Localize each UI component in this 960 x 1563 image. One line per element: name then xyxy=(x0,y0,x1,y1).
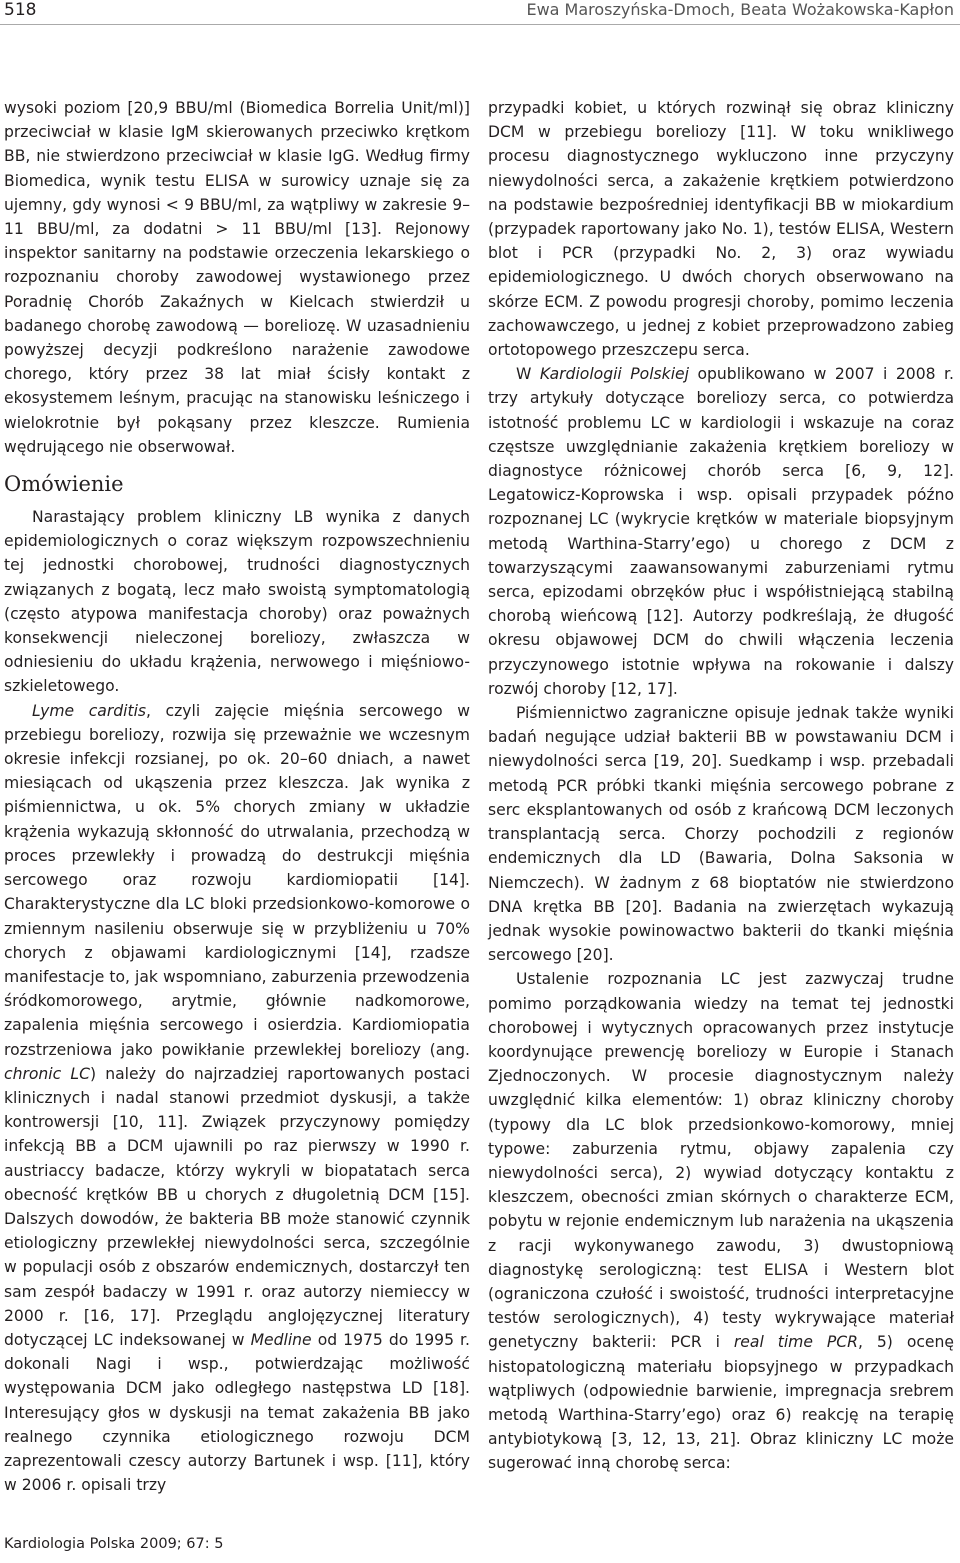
paragraph-text: od 1975 do 1995 r. dokonali Nagi i wsp., potwierdzając możliwość występowania DCM jako odległego następstwa LD [18]. Interesujący głos w dyskusji na temat zakażenia BB jako realnego czynnika etiologicznego rozwoju DCM zaprezentowali czescy autorzy Bartunek i wsp. [11], który w 2006 r. opisali trzy xyxy=(4,1330,470,1495)
paragraph-text: , 5) ocenę histopatologiczną materiału biopsyjnego w przypadkach wątpliwych (odpowiednie barwienie, impregnacja srebrem metodą Warthina-Starry’ego) oraz 6) reakcję na terapię antybiotykową [3, 12, 13, 21]. Obraz kliniczny LC może sugerować inną chorobę serca: xyxy=(488,1333,954,1473)
italic-term-chronic-lc: chronic LC xyxy=(4,1064,90,1083)
page-number: 518 xyxy=(4,0,37,20)
paragraph-diagnosis xyxy=(488,967,954,1475)
paragraph-text: W xyxy=(516,365,532,384)
left-column xyxy=(4,96,470,1497)
paragraph-discussion-intro: Narastający problem kliniczny LB wynika z danych epidemiologicznych o coraz większym rozpowszechnieniu tej jednostki chorobowej, trudności diagnostycznych związanych z bogatą, lecz mało swoistą symptomatologią (często atypowa manifestacja choroby) oraz poważnych konsekwencji nieleczonej boreliozy, zwłaszcza w odniesieniu do układu krążenia, nerwowego i mięśniowo-szkieletowego. xyxy=(4,508,470,696)
paragraph-text: Ustalenie rozpoznania LC jest zazwyczaj trudne pomimo porządkowania wiedzy na temat tej jednostki chorobowej i wytycznych opracowanych przez instytucje koordynujące prewencję boreliozy w Europie i Stanach Zjednoczonych. W procesie diagnostycznym należy uwzględnić kilka elementów: 1) obraz kliniczny choroby (typowy dla LC blok przedsionkowo-komorowy, mniej typowe: zaburzenia rytmu, objawy zapalenia czy niewydolności serca), 2) wywiad dotyczący kontaktu z kleszczem, obecności zmian skórnych o charakterze ECM, pobytu w rejonie endemicznym lub narażenia na ukąszenia z racji wykonywanego zawodu, 3) dwustopniową diagnostykę serologiczną: test ELISA i Western blot (ograniczona czułość i swoistość, trudności interpretacyjne testów serologicznych), 4) testy wykrywające materiał genetyczny bakterii: PCR i xyxy=(488,970,954,1352)
italic-term-lyme-carditis: Lyme carditis xyxy=(32,701,147,720)
right-column xyxy=(488,96,954,1476)
paragraph-czech-cases: przypadki kobiet, u których rozwinął się obraz kliniczny DCM w przebiegu boreliozy [11]. W toku wnikliwego procesu diagnostycznego wykluczono inne przyczyny niewydolności serca, a zakażenie krętkiem potwierdzono na podstawie bezpośredniej identyfikacji BB w miokardium (przypadek raportowany jako No. 1), testów ELISA, Western blot i PCR (przypadki No. 2, 3) oraz wywiadu epidemiologicznego. U dwóch chorych obserwowano na skórze ECM. Z powodu progresji choroby, pomimo leczenia zachowawczego, u jednej z kobiet przeprowadzono zabieg ortotopowego przeszczepu serca. xyxy=(488,99,954,360)
paragraph-text: opublikowano w 2007 i 2008 r. trzy artykuły dotyczące boreliozy serca, co potwierdza istotność problemu LC w kardiologii i wskazuje na coraz częstsze uwzględnianie zakażenia krętkiem boreliozy w diagnostyce różnicowej chorób serca [6, 9, 12]. Legatowicz-Koprowska i wsp. opisali przypadek późno rozpoznanej LC (wykrycie krętków w materiale biopsyjnym metodą Warthina-Starry’ego) u chorego z DCM z towarzyszącymi zaawansowanymi zaburzeniami rytmu serca, epizodami obrzęków płuc i współistniejącą stabilną chorobą wieńcową [12]. Autorzy podkreślają, że długość okresu objawowej DCM do chwili włączenia leczenia przyczynowego istotnie wpływa na rokowanie i dalszy rozwój choroby [12, 17]. xyxy=(488,365,954,698)
section-heading-omowienie: Omówienie xyxy=(4,472,124,497)
paragraph-kardiologia-polska xyxy=(488,362,954,701)
italic-term-real-time-pcr: real time PCR xyxy=(733,1333,858,1352)
paragraph-case-continuation: wysoki poziom [20,9 BBU/ml (Biomedica Borrelia Unit/ml)] przeciwciał w klasie IgM skierowanych przeciwko krętkom BB, nie stwierdzono przeciwciał w klasie IgG. Według firmy Biomedica, wynik testu ELISA w surowicy uznaje się za ujemny, gdy wynosi < 9 BBU/ml, za wątpliwy w zakresie 9–11 BBU/ml, za dodatni > 11 BBU/ml [13]. Rejonowy inspektor sanitarny na podstawie orzeczenia lekarskiego o rozpoznaniu choroby zawodowej wystawionego przez Poradnię Chorób Zakaźnych w Kielcach stwierdził u badanego chorobę zawodową — boreliozę. W uzasadnieniu powyższej decyzji podkreślono narażenie zawodowe chorego, który przez 38 lat miał ścisły kontakt z ekosystemem leśnym, pracując na stanowisku leśniczego i wielokrotnie był pokąsany przez kleszcze. Rumienia wędrującego nie obserwował. xyxy=(4,99,470,456)
paragraph-text: ) należy do najrzadziej raportowanych postaci klinicznych i nadal stanowi przedmiot dyskusji, a także kontrowersji [10, 11]. Związek przyczynowy pomiędzy infekcją BB a DCM ujawnili po raz pierwszy w 1990 r. austriaccy badacze, którzy wykryli w biopatatach serca obecność krętków BB u chorych z długoletnią DCM [15]. Dalszych dowodów, że bakteria BB może stanowić czynnik etiologiczny przewlekłej niewydolności serca, szczególnie w populacji osób z obszarów endemicznych, dostarczył ten sam zespół badaczy w 1991 r. oraz autorzy niemieccy w 2000 r. [16, 17]. Przeglądu anglojęzycznej literatury dotyczącej LC indeksowanej w xyxy=(4,1064,470,1349)
italic-journal-title: Kardiologii Polskiej xyxy=(539,365,689,384)
paragraph-lyme-carditis xyxy=(4,699,470,1498)
paragraph-text: , czyli zajęcie mięśnia sercowego w przebiegu boreliozy, rozwija się przeważnie we wczesnym okresie infekcji rozsianej, po ok. 20–60 dniach, a nawet miesiącach od ukąszenia przez kleszcza. Jak wynika z piśmiennictwa, u ok. 5% chorych zmiany w układzie krążenia wykazują skłonność do utrwalania, przechodzą w proces przewlekły i prowadzą do destrukcji mięśnia sercowego oraz rozwoju kardiomiopatii [14]. Charakterystyczne dla LC bloki przedsionkowo-komorowe o zmiennym nasileniu obserwuje się w przybliżeniu u 70% chorych z objawami kardiologicznymi [14], rzadsze manifestacje to, jak wspomniano, zaburzenia przewodzenia śródkomorowego, arytmie, głównie nadkomorowe, zapalenia mięśnia sercowego i osierdzia. Kardiomiopatia rozstrzeniowa jako powikłanie przewlekłej boreliozy (ang. xyxy=(4,701,471,1059)
journal-footer: Kardiologia Polska 2009; 67: 5 xyxy=(4,1536,224,1552)
header-divider xyxy=(0,24,960,25)
italic-term-medline: Medline xyxy=(250,1330,312,1349)
running-header-authors: Ewa Maroszyńska-Dmoch, Beata Wożakowska-Kapłon xyxy=(526,0,954,19)
paragraph-foreign-literature: Piśmiennictwo zagraniczne opisuje jednak także wyniki badań negujące udział bakterii BB w powstawaniu DCM i niewydolności serca [19, 20]. Suedkamp i wsp. przebadali metodą PCR próbki tkanki mięśnia sercowego pobrane z serc eksplantowanych od osób z krańcową DCM leczonych transplantacją serca. Chorzy pochodzili z regionów endemicznych dla LD (Bawaria, Dolna Saksonia w Niemczech). W żadnym z 68 bioptatów nie stwierdzono DNA krętka BB [20]. Badania na zwierzętach wykazują jednak wysokie powinowactwo bakterii do tkanki mięśnia sercowego [20]. xyxy=(488,704,954,965)
